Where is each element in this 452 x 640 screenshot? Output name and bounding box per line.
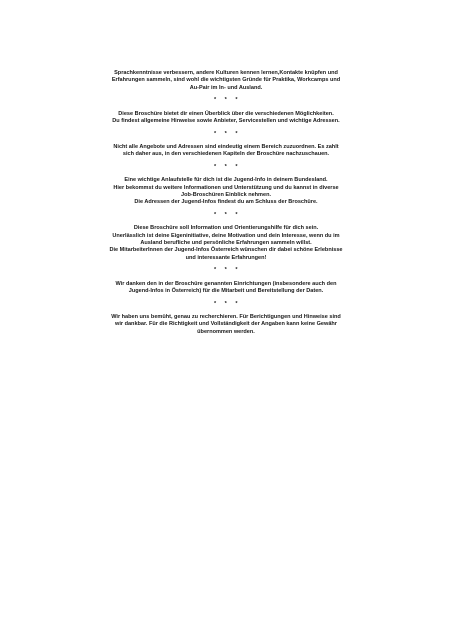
document-body <box>84 70 368 336</box>
text-line: Job-Broschüren Einblick nehmen. <box>181 192 271 199</box>
text-line: Diese Broschüre bietet dir einen Überblick über die verschiedenen Möglichkeiten. <box>118 110 334 117</box>
text-line: und interessante Erfahrungen! <box>185 254 267 261</box>
text-line: Diese Broschüre soll Information und Orientierungshilfe für dich sein. <box>133 225 319 232</box>
text-line: Wir haben uns bemüht, genau zu recherchieren. Für Berichtigungen und Hinweise sind <box>111 314 341 321</box>
text-line: wir dankbar. Für die Richtigkeit und Vollständigkeit der Angaben kann keine Gewähr <box>115 321 337 328</box>
text-line: Hier bekommst du weitere Informationen und Unterstützung und du kannst in diverse <box>113 184 339 191</box>
separator-stars: * * * <box>213 164 239 171</box>
text-line: übernommen werden. <box>197 328 255 335</box>
text-line: Ausland berufliche und persönliche Erfahrungen sammeln willst. <box>140 240 312 247</box>
thanks-paragraph <box>84 281 368 296</box>
separator-stars: * * * <box>213 212 239 219</box>
text-line: Die Adressen der Jugend-Infos findest du am Schluss der Broschüre. <box>134 199 318 206</box>
text-line: Nicht alle Angebote und Adressen sind eindeutig einem Bereich zuzuordnen. Es zahlt <box>113 144 339 151</box>
text-line: Eine wichtige Anlaufstelle für dich ist die Jugend-Info in deinem Bundesland. <box>124 177 328 184</box>
intro-paragraph <box>84 70 368 92</box>
categories-paragraph <box>84 144 368 159</box>
overview-paragraph <box>84 111 368 126</box>
separator-stars: * * * <box>213 267 239 274</box>
text-line: Wir danken den in der Broschüre genannten Einrichtungen (insbesondere auch den <box>115 280 337 287</box>
text-line: sich daher aus, in den verschiedenen Kapiteln der Broschüre nachzuschauen. <box>122 151 330 158</box>
separator-stars: * * * <box>213 130 239 137</box>
text-line: Die MitarbeiterInnen der Jugend-Infos Österreich wünschen dir dabei schöne Erlebnisse <box>109 247 343 254</box>
separator-stars: * * * <box>213 300 239 307</box>
orientation-paragraph <box>84 225 368 261</box>
jugend-info-paragraph <box>84 177 368 206</box>
text-line: Unerlässlich ist deine Eigeninitiative, deine Motivation und dein Interesse, wenn du im <box>112 232 340 239</box>
text-line: Erfahrungen sammeln, sind wohl die wichtigsten Gründe für Praktika, Workcamps und <box>111 77 341 84</box>
text-line: Au-Pair im In- und Ausland. <box>189 84 263 91</box>
text-line: Sprachkenntnisse verbessern, andere Kulturen kennen lernen,Kontakte knüpfen und <box>114 70 338 76</box>
separator-stars: * * * <box>213 97 239 104</box>
text-line: Jugend-Infos in Österreich) für die Mitarbeit und Bereitstellung der Daten. <box>128 288 324 295</box>
disclaimer-paragraph <box>84 314 368 336</box>
text-line: Du findest allgemeine Hinweise sowie Anbieter, Servicestellen und wichtige Adressen. <box>112 117 340 124</box>
